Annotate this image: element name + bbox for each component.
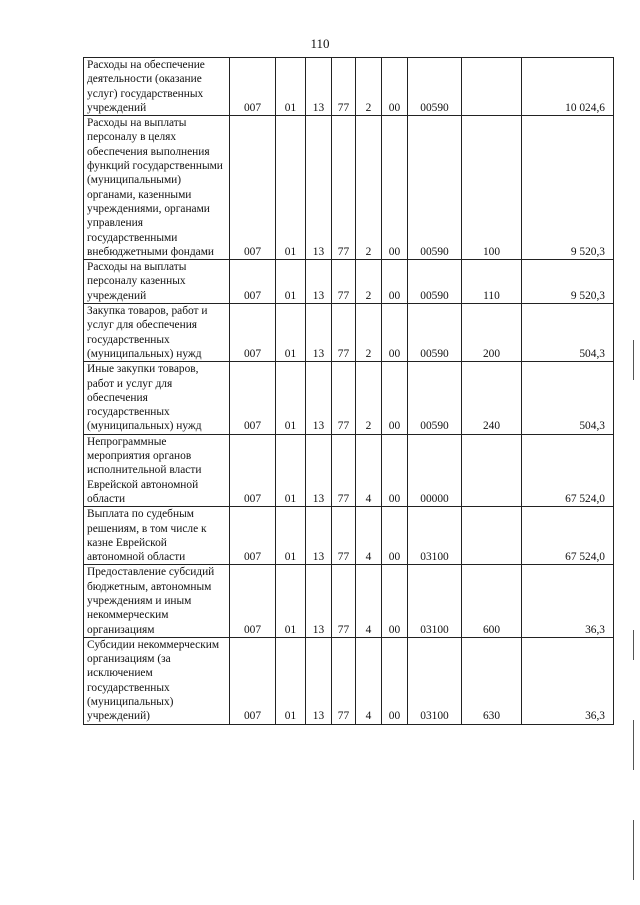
col-event: 00 xyxy=(382,434,408,506)
col-section: 01 xyxy=(276,507,306,565)
col-program: 77 xyxy=(332,304,356,362)
col-subprogram: 2 xyxy=(356,260,382,304)
col-admin-code: 007 xyxy=(230,116,276,260)
col-admin-code: 007 xyxy=(230,362,276,434)
col-section: 01 xyxy=(276,58,306,116)
col-section: 01 xyxy=(276,434,306,506)
col-section: 01 xyxy=(276,637,306,724)
scan-edge-mark xyxy=(633,630,634,660)
col-section: 01 xyxy=(276,362,306,434)
col-direction: 00590 xyxy=(408,58,462,116)
col-admin-code: 007 xyxy=(230,304,276,362)
col-program: 77 xyxy=(332,637,356,724)
col-expense-type: 600 xyxy=(462,565,522,637)
col-subsection: 13 xyxy=(306,565,332,637)
col-program: 77 xyxy=(332,58,356,116)
table-row xyxy=(84,637,614,724)
col-admin-code: 007 xyxy=(230,637,276,724)
page-number: 110 xyxy=(310,36,330,51)
col-section: 01 xyxy=(276,116,306,260)
row-amount: 67 524,0 xyxy=(522,434,614,506)
table-row xyxy=(84,565,614,637)
col-admin-code: 007 xyxy=(230,260,276,304)
col-event: 00 xyxy=(382,260,408,304)
table-row xyxy=(84,507,614,565)
col-admin-code: 007 xyxy=(230,58,276,116)
col-expense-type xyxy=(462,507,522,565)
row-amount: 10 024,6 xyxy=(522,58,614,116)
col-expense-type: 100 xyxy=(462,116,522,260)
col-section: 01 xyxy=(276,304,306,362)
scan-edge-mark xyxy=(633,820,634,880)
col-event: 00 xyxy=(382,116,408,260)
row-amount: 9 520,3 xyxy=(522,260,614,304)
col-expense-type: 110 xyxy=(462,260,522,304)
col-expense-type: 630 xyxy=(462,637,522,724)
col-subsection: 13 xyxy=(306,58,332,116)
row-amount: 504,3 xyxy=(522,362,614,434)
table-row xyxy=(84,116,614,260)
col-expense-type xyxy=(462,58,522,116)
table-row xyxy=(84,434,614,506)
col-event: 00 xyxy=(382,637,408,724)
col-direction: 03100 xyxy=(408,507,462,565)
col-event: 00 xyxy=(382,507,408,565)
row-name: Субсидии некоммерческим организациям (за исключением государственных (муниципальных) учреждений) xyxy=(84,637,230,724)
col-admin-code: 007 xyxy=(230,507,276,565)
col-subprogram: 2 xyxy=(356,58,382,116)
scan-edge-mark xyxy=(633,340,634,380)
col-subsection: 13 xyxy=(306,116,332,260)
col-expense-type: 240 xyxy=(462,362,522,434)
col-section: 01 xyxy=(276,565,306,637)
col-program: 77 xyxy=(332,260,356,304)
col-subsection: 13 xyxy=(306,304,332,362)
col-subprogram: 2 xyxy=(356,304,382,362)
col-subsection: 13 xyxy=(306,362,332,434)
col-direction: 03100 xyxy=(408,565,462,637)
row-amount: 36,3 xyxy=(522,565,614,637)
col-event: 00 xyxy=(382,362,408,434)
row-name: Закупка товаров, работ и услуг для обеспечения государственных (муниципальных) нужд xyxy=(84,304,230,362)
budget-table xyxy=(83,57,614,725)
col-subprogram: 4 xyxy=(356,565,382,637)
col-direction: 00590 xyxy=(408,304,462,362)
table-body xyxy=(84,58,614,725)
col-event: 00 xyxy=(382,304,408,362)
col-direction: 00590 xyxy=(408,260,462,304)
col-event: 00 xyxy=(382,58,408,116)
row-name: Предоставление субсидий бюджетным, автономным учреждениям и иным некоммерческим организациям xyxy=(84,565,230,637)
col-subprogram: 4 xyxy=(356,637,382,724)
col-direction: 00590 xyxy=(408,116,462,260)
col-subsection: 13 xyxy=(306,507,332,565)
col-program: 77 xyxy=(332,116,356,260)
col-program: 77 xyxy=(332,507,356,565)
col-subsection: 13 xyxy=(306,434,332,506)
scan-edge-mark xyxy=(633,720,634,770)
row-name: Расходы на выплаты персоналу в целях обеспечения выполнения функций государственными (муниципальными) органами, казенными учреждениями, органами управления государственными внебюджетными фондами xyxy=(84,116,230,260)
col-direction: 03100 xyxy=(408,637,462,724)
col-subprogram: 4 xyxy=(356,507,382,565)
col-subsection: 13 xyxy=(306,260,332,304)
row-amount: 36,3 xyxy=(522,637,614,724)
col-section: 01 xyxy=(276,260,306,304)
col-direction: 00000 xyxy=(408,434,462,506)
row-name: Выплата по судебным решениям, в том числе к казне Еврейской автономной области xyxy=(84,507,230,565)
col-subsection: 13 xyxy=(306,637,332,724)
row-amount: 67 524,0 xyxy=(522,507,614,565)
col-program: 77 xyxy=(332,362,356,434)
col-expense-type: 200 xyxy=(462,304,522,362)
table-row xyxy=(84,304,614,362)
table-row xyxy=(84,362,614,434)
row-amount: 504,3 xyxy=(522,304,614,362)
col-subprogram: 4 xyxy=(356,434,382,506)
row-name: Непрограммные мероприятия органов исполнительной власти Еврейской автономной области xyxy=(84,434,230,506)
row-amount: 9 520,3 xyxy=(522,116,614,260)
col-program: 77 xyxy=(332,434,356,506)
col-subprogram: 2 xyxy=(356,362,382,434)
col-program: 77 xyxy=(332,565,356,637)
col-admin-code: 007 xyxy=(230,434,276,506)
col-admin-code: 007 xyxy=(230,565,276,637)
col-subprogram: 2 xyxy=(356,116,382,260)
row-name: Расходы на выплаты персоналу казенных учреждений xyxy=(84,260,230,304)
row-name: Иные закупки товаров, работ и услуг для обеспечения государственных (муниципальных) нужд xyxy=(84,362,230,434)
table-row xyxy=(84,260,614,304)
table-row xyxy=(84,58,614,116)
col-direction: 00590 xyxy=(408,362,462,434)
col-expense-type xyxy=(462,434,522,506)
col-event: 00 xyxy=(382,565,408,637)
row-name: Расходы на обеспечение деятельности (оказание услуг) государственных учреждений xyxy=(84,58,230,116)
